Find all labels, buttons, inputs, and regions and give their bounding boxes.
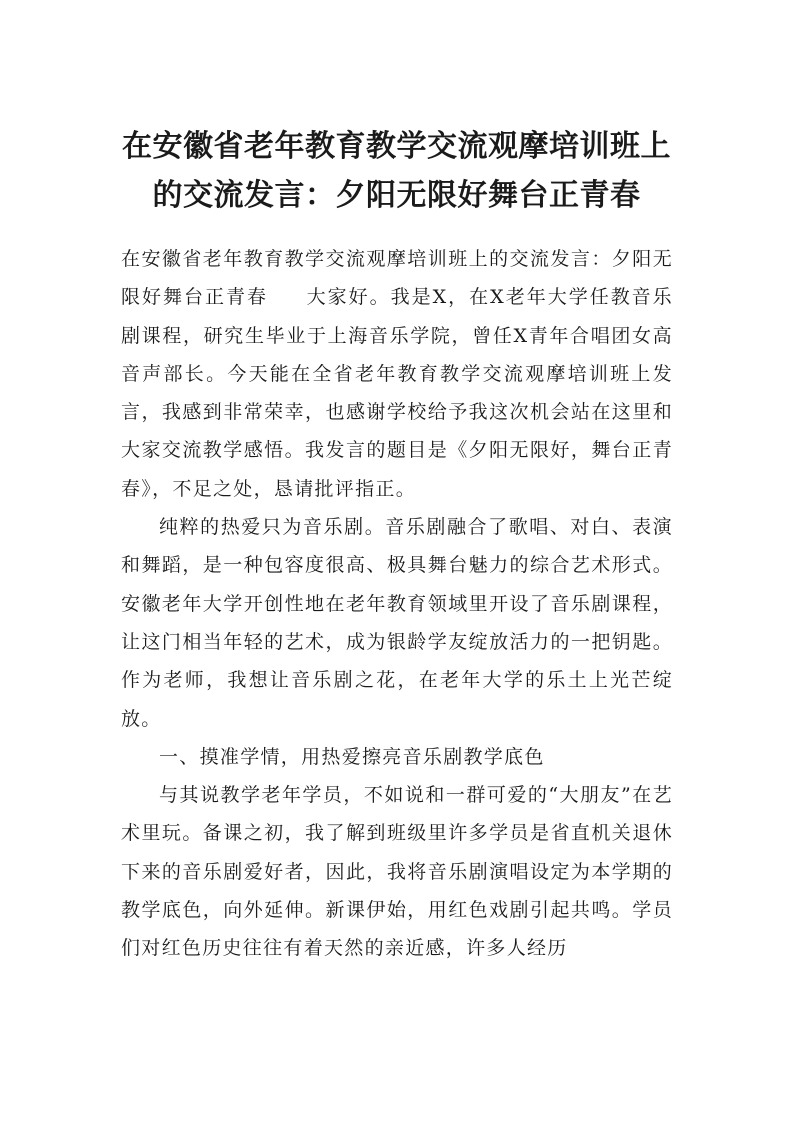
intro-paragraph [121, 240, 673, 508]
intro-body: 大家好。我是X，在X老年大学任教音乐剧课程，研究生毕业于上海音乐学院，曾任X青年合唱团女高音声部长。今天能在全省老年教育教学交流观摩培训班上发言，我感到非常荣幸，也感谢学校给予我这次机会站在这里和大家交流教学感悟。我发言的题目是《夕阳无限好，舞台正青春》，不足之处，恳请批评指正。 [121, 286, 673, 500]
document-title [100, 122, 693, 220]
title-line-2: 的交流发言：夕阳无限好舞台正青春 [152, 178, 641, 213]
title-line-1: 在安徽省老年教育教学交流观摩培训班上 [122, 129, 671, 164]
paragraph-2: 与其说教学老年学员，不如说和一群可爱的“大朋友”在艺术里玩。备课之初，我了解到班级里许多学员是省直机关退休下来的音乐剧爱好者，因此，我将音乐剧演唱设定为本学期的教学底色，向外延伸。新课伊始，用红色戏剧引起共鸣。学员们对红色历史往往有着天然的亲近感，许多人经历 [121, 784, 673, 960]
section-heading-1: 一、摸准学情，用热爱擦亮音乐剧教学底色 [159, 745, 545, 768]
intro-heading: 在安徽省老年教育教学交流观摩培训班上的交流发言：夕阳无限好舞台正青春 [121, 248, 673, 309]
paragraph-1: 纯粹的热爱只为音乐剧。音乐剧融合了歌唱、对白、表演和舞蹈，是一种包容度很高、极具舞台魅力的综合艺术形式。安徽老年大学开创性地在老年教育领域里开设了音乐剧课程，让这门相当年轻的艺术，成为银龄学友绽放活力的一把钥匙。作为老师，我想让音乐剧之花，在老年大学的乐土上光芒绽放。 [121, 516, 673, 730]
document-body [121, 240, 673, 968]
